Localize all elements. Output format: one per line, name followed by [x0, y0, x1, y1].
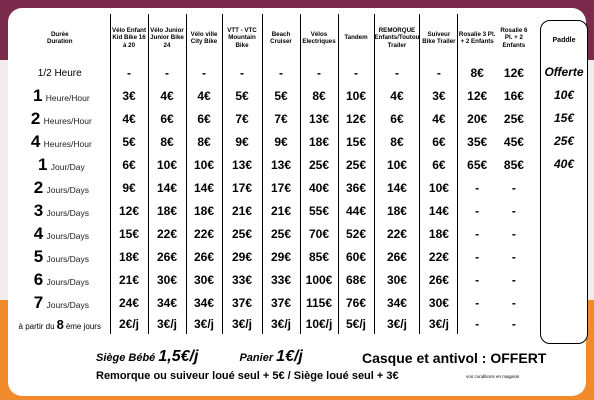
row-label — [10, 176, 110, 199]
price-cell: - — [511, 226, 516, 241]
row-label — [10, 199, 110, 222]
price-cell: - — [374, 62, 420, 84]
price-cell: 15€ — [110, 222, 148, 245]
price-cell: - — [458, 222, 496, 245]
row-duration-unit: Jour/Day — [50, 161, 85, 172]
row-duration-number: 2 — [33, 177, 44, 197]
table-row — [10, 222, 532, 245]
price-cell: 34€ — [186, 291, 222, 314]
price-cell: 33€ — [262, 268, 300, 291]
price-cell: 4€ — [148, 84, 186, 107]
price-cell: 10€ — [186, 153, 222, 176]
table-row — [10, 84, 532, 107]
basket-price: 1€/j — [276, 348, 303, 365]
price-cell: 70€ — [300, 222, 338, 245]
price-cell: 14€ — [148, 176, 186, 199]
price-cell: 10€ — [148, 153, 186, 176]
price-cell: 10€ — [374, 153, 420, 176]
from-day-prefix: à partir du — [18, 321, 55, 331]
price-cell: 6€ — [148, 107, 186, 130]
price-cell: 13€ — [222, 153, 262, 176]
price-cell: 26€ — [420, 268, 458, 291]
row-duration-unit: Jours/Days — [46, 299, 89, 310]
table-row — [10, 153, 532, 176]
price-cell: 22€ — [420, 245, 458, 268]
baby-seat-price: 1,5€/j — [158, 348, 199, 365]
col-header-rosalie-3: Rosalie 3 Pl. + 2 Enfants — [458, 14, 496, 62]
row-duration-number: 6 — [33, 269, 44, 289]
col-header-rosalie-6: Rosalie 6 Pl. + 2 Enfants — [500, 26, 528, 49]
row-duration-unit: Jours/Days — [46, 184, 89, 195]
row-label — [10, 268, 110, 291]
price-cell: - — [186, 62, 222, 84]
price-cell: 12€ — [110, 199, 148, 222]
price-cell: 4€ — [420, 107, 458, 130]
price-cell: 45€ — [503, 134, 524, 149]
price-cell: 18€ — [186, 199, 222, 222]
price-cell: - — [511, 203, 516, 218]
price-cell: 14€ — [420, 199, 458, 222]
price-cell: 18€ — [420, 222, 458, 245]
price-cell: 76€ — [338, 291, 374, 314]
price-cell: 6€ — [420, 153, 458, 176]
price-cell: 34€ — [374, 291, 420, 314]
col-header-beach-cruiser: Beach Cruiser — [262, 14, 300, 62]
table-row — [10, 245, 532, 268]
row-duration-number: 1 — [33, 85, 43, 105]
price-cell: 55€ — [300, 199, 338, 222]
price-cell: 3€/j — [148, 314, 186, 334]
price-cell: 30€ — [420, 291, 458, 314]
price-cell: - — [458, 268, 496, 291]
price-cell: 25€ — [300, 153, 338, 176]
price-cell: - — [420, 62, 458, 84]
price-cell: 26€ — [374, 245, 420, 268]
table-row — [10, 130, 532, 153]
row-label — [10, 130, 110, 153]
price-cell: 25€ — [338, 153, 374, 176]
baby-seat-label: Siège Bébé — [96, 352, 156, 364]
price-cell: 85€ — [300, 245, 338, 268]
price-cell: 13€ — [300, 107, 338, 130]
price-cell: 29€ — [222, 245, 262, 268]
price-cell: 60€ — [338, 245, 374, 268]
row-duration-unit: Jours/Days — [46, 276, 89, 287]
price-cell: 34€ — [148, 291, 186, 314]
col-header-junior-bike: Vélo Junior Junior Bike 24 — [148, 14, 186, 62]
table-row — [10, 268, 532, 291]
row-duration-number: 3 — [33, 200, 44, 220]
price-cell: 13€ — [262, 153, 300, 176]
duration-header — [10, 14, 110, 62]
from-day-suffix: ème jours — [65, 321, 101, 331]
row-duration-unit: Heures/Hour — [43, 138, 92, 149]
basket-extra — [239, 348, 303, 365]
col-header-tandem: Tandem — [338, 14, 374, 62]
price-cell: 5€ — [110, 130, 148, 153]
price-cell: - — [511, 249, 516, 264]
price-cell: 3€/j — [374, 314, 420, 334]
price-cell: 10€ — [420, 176, 458, 199]
row-label — [10, 153, 110, 176]
price-cell: 9€ — [222, 130, 262, 153]
table-row — [10, 199, 532, 222]
price-cell: 35€ — [458, 130, 496, 153]
paddle-value: 40€ — [553, 157, 575, 171]
paddle-column — [540, 20, 588, 344]
row-duration-unit: Jours/Days — [46, 207, 89, 218]
price-cell: - — [148, 62, 186, 84]
price-cell: - — [338, 62, 374, 84]
row-duration-unit: Heure/Hour — [45, 92, 90, 103]
from-day-number: 8 — [56, 316, 64, 332]
price-cell: 18€ — [110, 245, 148, 268]
paddle-header: Paddle — [552, 37, 576, 44]
price-cell: 17€ — [262, 176, 300, 199]
extras-line-2: Remorque ou suiveur loué seul + 5€ / Siège loué seul + 3€ — [96, 370, 399, 382]
price-cell: 22€ — [186, 222, 222, 245]
price-cell: 12€ — [338, 107, 374, 130]
row-label: 1/2 Heure — [37, 67, 82, 79]
price-cell: - — [458, 199, 496, 222]
price-cell: 37€ — [222, 291, 262, 314]
price-cell: 2€/j — [110, 314, 148, 334]
price-cell: 21€ — [110, 268, 148, 291]
price-cell: 4€ — [110, 107, 148, 130]
price-cell: 20€ — [458, 107, 496, 130]
price-cell: - — [262, 62, 300, 84]
price-cell: 5€ — [262, 84, 300, 107]
price-cell: - — [458, 291, 496, 314]
price-cell: 9€ — [262, 130, 300, 153]
price-cell: 21€ — [222, 199, 262, 222]
price-cell: 17€ — [222, 176, 262, 199]
price-cell: 26€ — [148, 245, 186, 268]
price-cell: 29€ — [262, 245, 300, 268]
price-cell: 30€ — [374, 268, 420, 291]
price-cell: - — [458, 314, 496, 334]
price-cell: 40€ — [300, 176, 338, 199]
price-cell: 36€ — [338, 176, 374, 199]
price-cell: 37€ — [262, 291, 300, 314]
price-cell: - — [300, 62, 338, 84]
price-cell: 12€ — [503, 66, 524, 80]
table-row — [10, 176, 532, 199]
row-duration-number: 1 — [38, 154, 48, 174]
table-row — [10, 107, 532, 130]
price-cell: 22€ — [374, 222, 420, 245]
paddle-value: 15€ — [553, 111, 575, 125]
row-duration-unit: Jours/Days — [46, 230, 89, 241]
price-cell: - — [511, 295, 516, 310]
row-duration-unit: Heures/Hour — [43, 115, 92, 126]
price-cell: 30€ — [148, 268, 186, 291]
price-cell: 3€/j — [420, 314, 458, 334]
price-cell: 4€ — [374, 84, 420, 107]
row-duration-number: 7 — [33, 292, 44, 312]
price-cell: 10€/j — [300, 314, 338, 334]
price-cell: 6€ — [420, 130, 458, 153]
price-cell: 3€ — [420, 84, 458, 107]
price-cell: 8€ — [374, 130, 420, 153]
col-header-mountain-bike: VTT - VTC Mountain Bike — [222, 14, 262, 62]
row-label — [10, 314, 110, 334]
col-header-bike-trailer: Suiveur Bike Trailer — [420, 14, 458, 62]
price-cell: 65€ — [458, 153, 496, 176]
price-cell: 9€ — [110, 176, 148, 199]
price-cell: 30€ — [186, 268, 222, 291]
price-table — [10, 14, 532, 334]
price-cell: 14€ — [374, 176, 420, 199]
col-header-trailer: REMORQUE Enfants/Toutou Trailer — [374, 14, 420, 62]
row-duration-number: 4 — [33, 223, 44, 243]
price-cell: - — [511, 180, 516, 195]
price-cell: 6€ — [186, 107, 222, 130]
price-cell: 8€ — [148, 130, 186, 153]
price-cell: 22€ — [148, 222, 186, 245]
price-cell: 115€ — [300, 291, 338, 314]
price-cell: 12€ — [458, 84, 496, 107]
price-cell: 8€ — [186, 130, 222, 153]
price-cell: 18€ — [300, 130, 338, 153]
price-cell: 4€ — [186, 84, 222, 107]
header-row — [10, 14, 532, 62]
basket-label: Panier — [239, 352, 274, 364]
price-cell: - — [110, 62, 148, 84]
price-cell: 10€ — [338, 84, 374, 107]
col-header-electric: Vélos Electriques — [300, 14, 338, 62]
price-cell: 25€ — [262, 222, 300, 245]
row-duration-unit: Jours/Days — [46, 253, 89, 264]
price-cell: 18€ — [148, 199, 186, 222]
price-cell: 16€ — [503, 88, 524, 103]
row-label — [10, 107, 110, 130]
price-cell: - — [222, 62, 262, 84]
price-cell: 5€ — [222, 84, 262, 107]
price-cell: 7€ — [262, 107, 300, 130]
price-cell: 33€ — [222, 268, 262, 291]
col-header-city-bike: Vélo ville City Bike — [186, 14, 222, 62]
price-cell: - — [511, 272, 516, 287]
price-cell: 3€/j — [222, 314, 262, 334]
price-cell: 25€ — [503, 111, 524, 126]
price-cell: - — [458, 176, 496, 199]
price-cell: 52€ — [338, 222, 374, 245]
price-cell: 68€ — [338, 268, 374, 291]
baby-seat-extra — [96, 348, 201, 365]
price-cell: 3€/j — [186, 314, 222, 334]
paddle-value: 25€ — [553, 134, 575, 148]
row-label — [10, 291, 110, 314]
paddle-value: Offerte — [544, 65, 584, 79]
price-cell: 3€ — [110, 84, 148, 107]
row-duration-number: 2 — [30, 108, 41, 128]
table-row — [10, 314, 532, 334]
price-cell: 25€ — [222, 222, 262, 245]
conditions-note: voir conditions en magasin — [466, 374, 520, 379]
price-cell: - — [458, 245, 496, 268]
duration-header-fr: Durée — [50, 30, 69, 38]
price-cell: 6€ — [374, 107, 420, 130]
price-cell: 18€ — [374, 199, 420, 222]
price-cell: 5€/j — [338, 314, 374, 334]
price-cell: 85€ — [503, 157, 524, 172]
price-cell: 24€ — [110, 291, 148, 314]
table-row — [10, 62, 532, 84]
helmet-lock-offer: Casque et antivol : OFFERT — [362, 350, 547, 366]
price-cell: 6€ — [110, 153, 148, 176]
price-cell: 8€ — [458, 62, 496, 84]
row-label — [10, 245, 110, 268]
price-cell: 15€ — [338, 130, 374, 153]
row-label — [10, 222, 110, 245]
price-cell: 26€ — [186, 245, 222, 268]
price-cell: 8€ — [300, 84, 338, 107]
price-cell: 21€ — [262, 199, 300, 222]
col-header-kid-bike: Vélo Enfant Kid Bike 16 à 20 — [110, 14, 148, 62]
price-cell: 44€ — [338, 199, 374, 222]
price-cell: 14€ — [186, 176, 222, 199]
row-duration-number: 4 — [30, 131, 41, 151]
duration-header-en: Duration — [47, 38, 73, 45]
price-cell: 3€/j — [262, 314, 300, 334]
extras-line-1 — [96, 348, 341, 366]
row-duration-number: 5 — [33, 246, 44, 266]
price-cell: - — [511, 317, 516, 331]
price-cell: 100€ — [300, 268, 338, 291]
row-label — [10, 84, 110, 107]
paddle-value: 10€ — [553, 88, 575, 102]
price-cell: 7€ — [222, 107, 262, 130]
table-row — [10, 291, 532, 314]
